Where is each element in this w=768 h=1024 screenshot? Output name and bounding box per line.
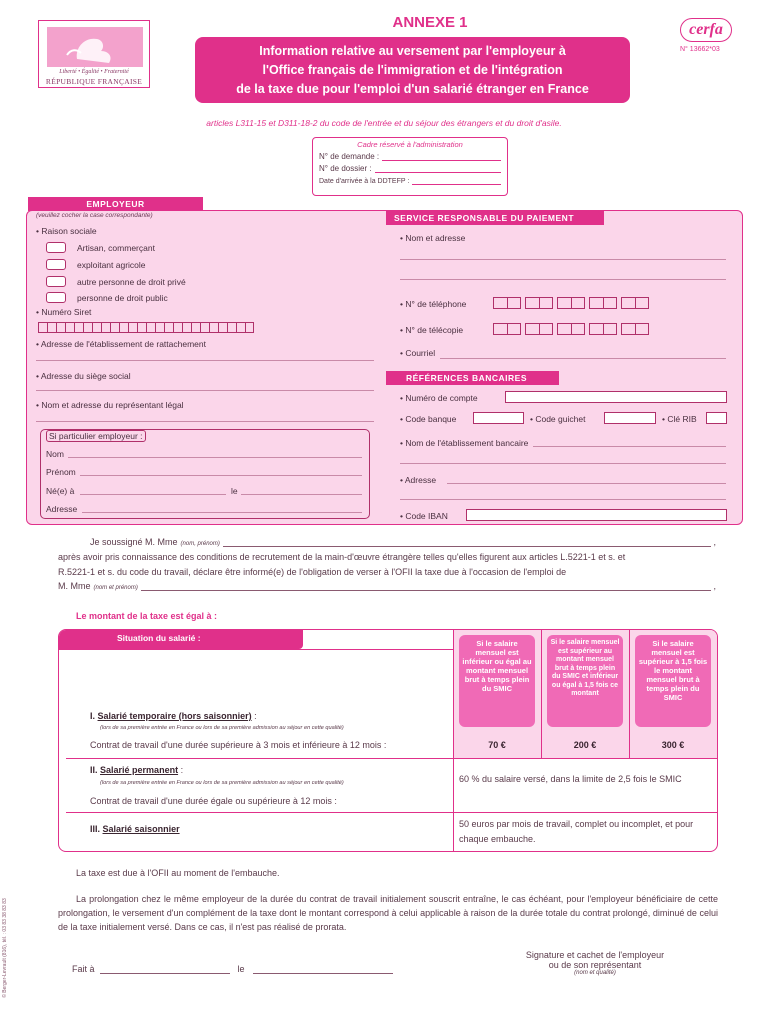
demande-field[interactable] [382, 152, 501, 161]
siret-label: • Numéro Siret [36, 307, 92, 317]
declaration-line-1 [90, 537, 716, 547]
tarif-300: 300 € [661, 740, 685, 750]
code-guichet-field[interactable] [604, 412, 656, 424]
telecopie-field[interactable] [493, 323, 649, 335]
temporaire-title: Salarié temporaire (hors saisonnier) [97, 711, 252, 721]
service-paiement-tab: SERVICE RESPONSABLE DU PAIEMENT [386, 211, 604, 225]
signature-block[interactable] [500, 950, 690, 976]
references-bancaires-tab: RÉFÉRENCES BANCAIRES [386, 371, 559, 385]
particulier-adresse-label: Adresse [46, 504, 78, 514]
service-adresse-line-2[interactable] [400, 262, 726, 280]
soussigne-field[interactable] [223, 537, 712, 547]
telecopie-label: • N° de télécopie [400, 325, 464, 335]
tarif-200: 200 € [573, 740, 597, 750]
particulier-adresse-field[interactable] [82, 503, 362, 513]
option-droit-public-label: personne de droit public [77, 292, 168, 303]
adresse-siege-field[interactable] [36, 380, 374, 391]
declaration-line-2: après avoir pris connaissance des conditions de recrutement de la main-d'œuvre étrangère telles qu'elles figurent aux articles L.5221-1 et s. et [58, 552, 626, 562]
marianne-icon [47, 27, 143, 67]
courriel-label: • Courriel [400, 348, 436, 358]
service-nom-adresse-label: • Nom et adresse [400, 233, 466, 243]
temporaire-contract: Contrat de travail d'une durée supérieure à 3 mois et inférieure à 12 mois : [90, 740, 387, 750]
prolongation-note: La prolongation chez le même employeur de la durée du contrat de travail initialement souscrit entraîne, le cas échéant, pour l'employeur bénéficiaire de cette prolongation, le versement d'un complément de la taxe dont le montant correspond à celui applicable à raison de la durée totale du contrat prolongé, diminué de celui de la taxe initialement versé. Dans ce cas, il n'est pas réalisé de prorata. [58, 894, 718, 932]
iban-field[interactable] [466, 509, 727, 521]
temporaire-num: I. [90, 711, 96, 721]
option-exploitant[interactable] [46, 259, 146, 270]
soussigne-label: Je soussigné M. Mme [90, 537, 178, 547]
title-line-2: l'Office français de l'immigration et de l'intégration [262, 63, 563, 77]
temporaire-colon: : [251, 711, 257, 721]
saisonnier-value: 50 euros par mois de travail, complet ou incomplet, et pour chaque embauche. [459, 819, 694, 844]
particulier-title: Si particulier employeur : [46, 430, 146, 442]
representant-field[interactable] [36, 410, 374, 422]
signature-note: (nom et qualité) [574, 970, 616, 976]
publisher-side-text: © Berger-Levrault (816), tél. : 03 83 38 83 83 [2, 898, 8, 998]
temporaire-note: (lors de sa première entrée en France ou lors de sa première admission au séjour en cette qualité) [100, 725, 344, 731]
saisonnier-num: III. [90, 824, 101, 834]
banque-adresse-field[interactable] [447, 474, 726, 484]
cerfa-text: cerfa [689, 21, 723, 38]
comma: , [713, 581, 716, 591]
particulier-prenom-field[interactable] [80, 466, 362, 476]
particulier-nom-field[interactable] [68, 448, 362, 458]
nom-et-prenom-note: (nom et prénom) [93, 585, 138, 591]
signature-line-1: Signature et cachet de l'employeur [525, 950, 665, 960]
dossier-field[interactable] [375, 164, 501, 173]
salary-condition-1: Si le salaire mensuel est inférieur ou égal au montant mensuel brut à temps plein du SMIC [459, 635, 535, 727]
particulier-nom-label: Nom [46, 449, 64, 459]
fait-a-label: Fait à [72, 964, 95, 974]
comma: , [713, 537, 716, 547]
particulier-prenom-label: Prénom [46, 467, 76, 477]
permanent-contract: Contrat de travail d'une durée égale ou supérieure à 12 mois : [90, 796, 337, 806]
articles-reference: articles L311-15 et D311-18-2 du code de l'entrée et du séjour des étrangers et du droit d'asile. [206, 118, 562, 128]
title-line-3: de la taxe due pour l'emploi d'un salarié étranger en France [236, 82, 589, 96]
telephone-label: • N° de téléphone [400, 299, 467, 309]
particulier-ne-a-field[interactable] [80, 486, 226, 495]
situation-tab-label: Situation du salarié : [117, 633, 201, 643]
adresse-etablissement-field[interactable] [36, 348, 374, 361]
numero-compte-label: • Numéro de compte [400, 393, 478, 403]
date-arrivee-field[interactable] [412, 176, 501, 185]
signature-line-2: ou de son représentant [548, 960, 642, 970]
saisonnier-heading [90, 824, 180, 834]
row-divider-1 [66, 758, 717, 759]
montant-title: Le montant de la taxe est égal à : [76, 611, 218, 621]
option-droit-public[interactable] [46, 292, 168, 303]
situation-tab [59, 630, 303, 649]
fait-a-row [72, 964, 393, 974]
permanent-heading [90, 765, 183, 775]
salary-condition-2: Si le salaire mensuel est supérieur au montant mensuel brut à temps plein du SMIC et inférieur ou égal à 1,5 fois ce montant [547, 635, 623, 727]
annexe-title: ANNEXE 1 [392, 14, 468, 31]
mme-label: M. Mme [58, 581, 91, 591]
permanent-num: II. [90, 765, 98, 775]
admin-reserved-box [312, 137, 508, 196]
adresse-etablissement-label: • Adresse de l'établissement de rattachement [36, 339, 206, 349]
logo-motto: Liberté • Égalité • Fraternité [59, 69, 129, 75]
siret-field[interactable] [38, 322, 254, 333]
option-exploitant-label: exploitant agricole [77, 259, 146, 270]
date-le-label: le [237, 964, 245, 974]
employe-field[interactable] [141, 581, 712, 591]
permanent-colon: : [178, 765, 184, 775]
etablissement-bancaire-line-2[interactable] [400, 452, 726, 464]
telephone-field[interactable] [493, 297, 649, 309]
cerfa-number: N° 13662*03 [680, 46, 720, 53]
code-guichet-label: • Code guichet [530, 414, 586, 424]
permanent-title: Salarié permanent [100, 765, 179, 775]
admin-box-title: Cadre réservé à l'administration [357, 140, 463, 149]
checkbox-artisan[interactable] [46, 242, 66, 253]
raison-sociale-label: • Raison sociale [36, 226, 97, 236]
employeur-tab: EMPLOYEUR [28, 197, 203, 211]
date-arrivee-label: Date d'arrivée à la DDTEFP : [319, 178, 410, 185]
saisonnier-title: Salarié saisonnier [102, 824, 180, 834]
particulier-le-field[interactable] [241, 486, 362, 495]
employeur-note: (veuillez cocher la case correspondante) [36, 212, 153, 219]
option-droit-prive[interactable] [46, 276, 186, 287]
row-divider-2 [66, 812, 717, 813]
title-line-1: Information relative au versement par l'employeur à [259, 44, 566, 58]
code-banque-field[interactable] [473, 412, 524, 424]
particulier-le-label: le [231, 486, 238, 496]
salary-condition-3: Si le salaire mensuel est supérieur à 1,5 fois le montant mensuel brut à temps plein du SMIC [635, 635, 711, 727]
tarif-70: 70 € [488, 740, 506, 750]
logo-republique: RÉPUBLIQUE FRANÇAISE [45, 77, 143, 86]
declaration-line-3: R.5221-1 et s. du code du travail, déclare être informé(e) de l'obligation de verser à l'OFII la taxe due à l'occasion de l'emploi de [58, 567, 567, 577]
checkbox-exploitant[interactable] [46, 259, 66, 270]
option-artisan-label: Artisan, commerçant [77, 242, 155, 253]
courriel-field[interactable] [440, 348, 726, 359]
embauche-note: La taxe est due à l'OFII au moment de l'embauche. [76, 868, 280, 878]
cle-rib-field[interactable] [706, 412, 727, 424]
banque-adresse-line-2[interactable] [400, 490, 726, 500]
main-title-banner [195, 37, 630, 103]
option-artisan[interactable] [46, 242, 155, 253]
service-adresse-line-1[interactable] [400, 244, 726, 260]
nom-prenom-note: (nom, prénom) [180, 541, 220, 547]
etablissement-bancaire-label: • Nom de l'établissement bancaire [400, 438, 529, 448]
demande-label: N° de demande : [319, 152, 380, 161]
permanent-note: (lors de sa première entrée en France ou lors de sa première admission au séjour en cette qualité) [100, 780, 344, 786]
iban-label: • Code IBAN [400, 511, 448, 521]
date-field[interactable] [253, 964, 393, 974]
option-droit-prive-label: autre personne de droit privé [77, 276, 186, 287]
numero-compte-field[interactable] [505, 391, 727, 403]
representant-label: • Nom et adresse du représentant légal [36, 400, 184, 410]
cerfa-logo [680, 18, 732, 42]
republique-logo [38, 20, 150, 88]
code-banque-label: • Code banque [400, 414, 457, 424]
temporaire-heading [90, 711, 257, 721]
checkbox-droit-prive[interactable] [46, 276, 66, 287]
etablissement-bancaire-field[interactable] [533, 437, 726, 447]
particulier-ne-a-label: Né(e) à [46, 486, 75, 496]
banque-adresse-label: • Adresse [400, 475, 437, 485]
permanent-value: 60 % du salaire versé, dans la limite de 2,5 fois le SMIC [459, 774, 682, 784]
cle-rib-label: • Clé RIB [662, 414, 697, 424]
declaration-line-4 [58, 581, 716, 591]
adresse-siege-label: • Adresse du siège social [36, 371, 131, 381]
fait-a-field[interactable] [100, 964, 230, 974]
checkbox-droit-public[interactable] [46, 292, 66, 303]
dossier-label: N° de dossier : [319, 164, 372, 173]
